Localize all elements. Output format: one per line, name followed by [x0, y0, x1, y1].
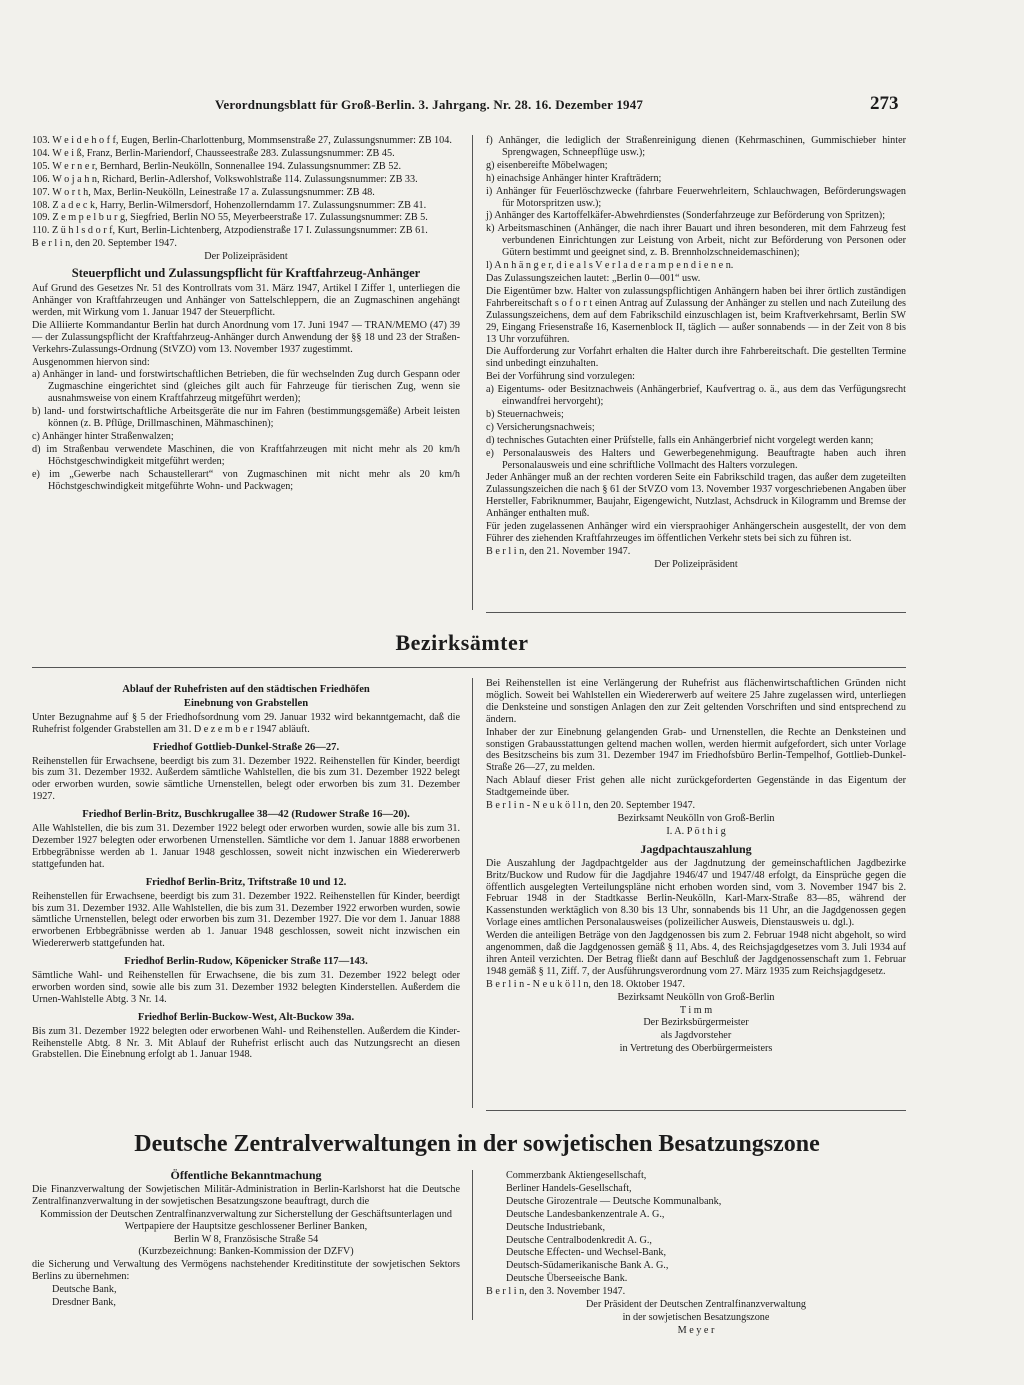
bank-name: Deutsche Landesbankenzentrale A. G.,	[506, 1208, 665, 1220]
list-item: l) A n h ä n g e r, d i e a l s V e r l a d e r a m p e n d i e n e n.	[486, 260, 734, 272]
running-header: Verordnungsblatt für Groß-Berlin. 3. Jahrgang. Nr. 28. 16. Dezember 1947	[215, 97, 644, 112]
paragraph: Für jeden zugelassenen Anhänger wird ein vierspraohiger Anhängerschein ausgestellt, der von dem Führer des ziehenden Kraftfahrzeuges im öffentlichen Verkehr stets bei sich zu führen ist.	[486, 521, 906, 544]
column-mid-left	[32, 678, 460, 1062]
paragraph: Inhaber der zur Einebnung gelangenden Grab- und Urnenstellen, die Rechte an Denksteinen und sonstigen Grabausstattungen geltend machen wollen, werden hiermit aufgefordert, sich unter Vorlage des Besitzscheins bis zum 31. Dezember 1947 im Friedhofsbüro Berlin-Tempelhof, Gottlieb-Dunkel-Straße 26—27, zu melden.	[486, 726, 906, 774]
paragraph: Auf Grund des Gesetzes Nr. 51 des Kontrollrats vom 31. März 1947, Artikel I Ziffer 1, unterliegen die Anhänger von Kraftfahrzeugen und Anhänger von Sattelschleppern, die an Zugmaschinen angehängt werden, mit Wirkung vom 1. Januar 1947 der Steuerpflicht.	[32, 283, 460, 318]
registry-entry: 110. Z ü h l s d o r f, Kurt, Berlin-Lichtenberg, Atzpodienstraße 17 I. Zulassungsnummer: ZB 61.	[32, 225, 428, 237]
list-item: d) technisches Gutachten einer Prüfstelle, falls ein Anhängerbrief nicht vorgelegt werden kann;	[486, 434, 874, 446]
list-item: i) Anhänger für Feuerlöschzwecke (fahrbare Feuerwehrleitern, Schlauchwagen, Beförderungswagen für Motorspritzen usw.);	[486, 185, 906, 209]
list-item: k) Arbeitsmaschinen (Anhänger, die nach ihrer Bauart und ihren besonderen, mit dem Fahrzeug fest verbundenen Einrichtungen zur Leistung von Arbeit, nicht zur Beförderung von Personen oder Gütern bestimmt und geeignet sind, z. B. Brennholzschneidemaschinen);	[486, 223, 906, 259]
bank-name: Deutsche Effecten- und Wechsel-Bank,	[506, 1247, 667, 1259]
paragraph: Nach Ablauf dieser Frist gehen alle nicht zurückgeforderten Gegenstände in das Eigentum der Stadtgemeinde über.	[486, 775, 906, 799]
list-item: h) einachsige Anhänger hinter Krafträdern;	[486, 172, 662, 184]
paragraph: Bis zum 31. Dezember 1922 belegten oder erworbenen Wahl- und Reihenstellen. Außerdem die Kinder-Reihenstelle Abtg. 8 Nr. 3. Mit Ablauf der Ruhefrist erlischt auch das Nutzungsrecht an diesen Grabstellen. Die Einebnung erfolgt ab 1. Januar 1948.	[32, 1025, 460, 1061]
list-item: g) eisenbereifte Möbelwagen;	[486, 159, 608, 171]
signature: Bezirksamt Neukölln von Groß-Berlin	[617, 812, 775, 824]
list-item: a) Anhänger in land- und forstwirtschaftlichen Betrieben, die für wechselnden Zug durch Gespann oder Zugmaschine eingerichtet sind (gleiches gilt auch für Fahrzeuge für tierischen Zug, wenn sie ausnahmsweise von einem Kraftfahrzeug mitgeführt werden);	[32, 369, 460, 405]
signature: als Jagdvorsteher	[660, 1030, 732, 1042]
paragraph: Alle Wahlstellen, die bis zum 31. Dezember 1922 belegt oder erworben wurden, sowie alle bis zum 31. Dezember 1927 belegten oder erworbenen Urnenstellen. Sämtliche vor dem 1. Januar 1888 erworbenen Erbbegräbnisse werden ab 1. Januar 1948 geschlossen, soweit nicht inzwischen ein Wiedererwerb stattgefunden hat.	[32, 823, 460, 870]
column-top-left	[32, 135, 460, 493]
signature: in der sowjetischen Besatzungszone	[622, 1311, 770, 1323]
text-line: Berlin W 8, Französische Straße 54	[173, 1233, 319, 1245]
list-item: e) im „Gewerbe nach Schaustellerart“ von Zugmaschinen mit nicht mehr als 20 km/h Höchstgeschwindigkeit mitgeführte Wohn- und Packwagen;	[32, 468, 460, 492]
section-rule	[32, 667, 906, 668]
column-divider	[472, 678, 473, 1108]
bank-name: Berliner Handels-Gesellschaft,	[506, 1182, 632, 1194]
bank-name: Commerzbank Aktiengesellschaft,	[506, 1170, 647, 1181]
column-divider	[472, 1170, 473, 1320]
dateline: B e r l i n - N e u k ö l l n, den 18. Oktober 1947.	[486, 978, 685, 990]
registry-entry: 109. Z e m p e l b u r g, Siegfried, Berlin NO 55, Meyerbeerstraße 17. Zulassungsnummer: ZB 5.	[32, 212, 428, 224]
dateline: B e r l i n, den 20. September 1947.	[32, 238, 177, 250]
signature: T i m m	[679, 1004, 713, 1016]
article-heading: Ablauf der Ruhefristen auf den städtischen Friedhöfen	[122, 684, 370, 695]
paragraph: Bei Reihenstellen ist eine Verlängerung der Ruhefrist aus flächenwirtschaftlichen Gründen nicht möglich. Soweit bei Wahlstellen ein Wiedererwerb auf weitere 25 Jahre zugelassen wird, unterliegen die Denksteine und sonstigen Anlagen den zur Zeit geltenden Vorschriften und sind entsprechend zu ändern.	[486, 678, 906, 725]
article-heading: Öffentliche Bekanntmachung	[170, 1168, 322, 1182]
paragraph: Ausgenommen hiervon sind:	[32, 356, 150, 368]
list-item: f) Anhänger, die lediglich der Straßenreinigung dienen (Kehrmaschinen, Gummischieber hinter Sprengwagen, Schneepflüge usw.);	[486, 135, 906, 158]
registry-entry: 103. W e i d e h o f f, Eugen, Berlin-Charlottenburg, Mommsenstraße 27, Zulassungsnummer: ZB 104.	[32, 135, 452, 146]
column-top-right	[486, 135, 906, 572]
paragraph: Reihenstellen für Erwachsene, beerdigt bis zum 31. Dezember 1922. Reihenstellen für Kinder, beerdigt bis zum 31. Dezember 1932. Außerdem sämtliche Wahlstellen, die bis zum 31. Dezember 1922 belegt oder erworben wurden, sowie sämtliche Urnenstellen, belegt oder erworben bis zum 31. Dezember 1927.	[32, 755, 460, 803]
article-subheading: Einebnung von Grabstellen	[183, 697, 309, 709]
signature: in Vertretung des Oberbürgermeisters	[619, 1043, 773, 1055]
text-line: Kommission der Deutschen Zentralfinanzverwaltung zur Sicherstellung der Geschäftsunterlagen und Wertpapiere der Hauptsitze geschlossener Berliner Banken,	[40, 1208, 452, 1232]
signature: Der Bezirksbürgermeister	[643, 1017, 749, 1029]
bank-name: Deutsche Industriebank,	[506, 1221, 606, 1233]
paragraph: Unter Bezugnahme auf § 5 der Friedhofsordnung vom 29. Januar 1932 wird bekanntgemacht, daß die Ruhefrist folgender Grabstellen am 31. D e z e m b e r 1947 abläuft.	[32, 711, 460, 735]
list-item: j) Anhänger des Kartoffelkäfer-Abwehrdienstes (Sonderfahrzeuge zur Beförderung von Spritzen);	[486, 210, 886, 222]
paragraph: Die Alliierte Kommandantur Berlin hat durch Anordnung vom 17. Juni 1947 — TRAN/MEMO (47) 39 — der Zulassungspflicht der Kraftfahrzeug-Anhänger durch Anwendung der §§ 18 und 23 der Straßen-Verkehrs-Zulassungs-Ordnung (StVZO) vom 13. November 1937 zugestimmt.	[32, 319, 460, 355]
list-item: b) Steuernachweis;	[486, 408, 564, 420]
bank-name: Deutsche Überseeische Bank.	[506, 1273, 628, 1285]
column-mid-right	[486, 678, 906, 1056]
list-item: d) im Straßenbau verwendete Maschinen, die von Kraftfahrzeugen mit nicht mehr als 20 km/h Höchstgeschwindigkeit mitgeführt werden;	[32, 443, 460, 467]
paragraph: Die Eigentümer bzw. Halter von zulassungspflichtigen Anhängern haben bei ihrer örtlich zuständigen Fahrbereitschaft s o f o r t einen Antrag auf Zulassung der Anhänger zu stellen und nach Zuteilung des Zulassungszeichens, dem auf dem Fabrikschild einzuschlagen ist, beim Kraftverkehrsamt, Berlin SW 29, Eingang Friesenstraße 16, Kasernenblock II, täglich — außer sonnabends — in der Zeit von 8 bis 13 Uhr vorzuführen.	[486, 285, 906, 345]
signature: M e y e r	[677, 1324, 715, 1336]
cemetery-name: Friedhof Gottlieb-Dunkel-Straße 26—27.	[152, 741, 340, 753]
paragraph: die Sicherung und Verwaltung des Vermögens nachstehender Kreditinstitute der sowjetischen Sektors Berlins zu übernehmen:	[32, 1259, 460, 1283]
signature: Der Präsident der Deutschen Zentralfinanzverwaltung	[585, 1299, 807, 1311]
cemetery-name: Friedhof Berlin-Britz, Triftstraße 10 und 12.	[145, 876, 347, 888]
paragraph: Jeder Anhänger muß an der rechten vorderen Seite ein Fabrikschild tragen, das außer dem zugeteilten Zulassungszeichen die nach § 61 der StVZO vom 13. November 1937 vorgeschriebenen Angaben über Hersteller, Fabriknummer, Baujahr, Eigengewicht, Nutzlast, Achsdruck in Kilogramm und Bremse der Anhänger enthalten muß.	[486, 472, 906, 520]
dateline: B e r l i n, den 3. November 1947.	[486, 1286, 626, 1298]
dateline: B e r l i n - N e u k ö l l n, den 20. September 1947.	[486, 800, 696, 812]
registry-entry: 106. W o j a h n, Richard, Berlin-Adlershof, Volkswohlstraße 114. Zulassungsnummer: ZB 33.	[32, 173, 418, 185]
bank-name: Deutsch-Südamerikanische Bank A. G.,	[506, 1260, 669, 1272]
paragraph: Reihenstellen für Erwachsene, beerdigt bis zum 31. Dezember 1922. Reihenstellen für Kinder, beerdigt bis zum 31. Dezember 1932. Alle Wahlstellen, die bis zum 31. Dezember 1922 erworben wurden, sowie sämtliche Urnenstellen, belegt oder erworben bis zum 31. Dezember 1927. Die vor dem 1. Januar 1888 erworbenen Erbbegräbnisse werden ab 1. Januar 1948 geschlossen, soweit nicht inzwischen ein Wiedererwerb stattgefunden hat.	[32, 890, 460, 950]
page-number: 273	[870, 93, 899, 114]
column-bottom-left	[32, 1170, 460, 1310]
list-item: c) Anhänger hinter Straßenwalzen;	[32, 430, 174, 442]
cemetery-name: Friedhof Berlin-Rudow, Köpenicker Straße 117—143.	[124, 956, 368, 968]
paragraph: Die Auszahlung der Jagdpachtgelder aus der Jagdnutzung der gemeinschaftlichen Jagdbezirke Britz/Buckow und Rudow für die Jagdjahre 1946/47 und 1947/48 erfolgt, da Einsprüche gegen die öffentlich ausgelegten Verteilungspläne nicht erhoben worden sind, vom 3. November 1947 bis 2. Februar 1948 in der Stadtkasse Berlin-Neukölln, Karl-Marx-Straße 83—85, während der Kassenstunden werktäglich von 8.30 bis 13 Uhr, sonnabends bis 11 Uhr, an die Jagdgenossen gegen Vorlage eines amtlichen Personalausweises (polizeilicher Ausweis, Dienstausweis u. dgl.).	[486, 857, 906, 929]
registry-entry: 105. W e r n e r, Bernhard, Berlin-Neukölln, Sonnenallee 194. Zulassungsnummer: ZB 52.	[32, 160, 402, 172]
dateline: B e r l i n, den 21. November 1947.	[486, 545, 631, 557]
paragraph: Bei der Vorführung sind vorzulegen:	[486, 371, 636, 383]
article-heading: Jagdpachtauszahlung	[640, 841, 752, 856]
section-heading: Steuerpflicht und Zulassungspflicht für Kraftfahrzeug-Anhänger	[71, 266, 421, 281]
bank-name: Deutsche Girozentrale — Deutsche Kommunalbank,	[506, 1195, 722, 1207]
paragraph: Sämtliche Wahl- und Reihenstellen für Erwachsene, die bis zum 31. Dezember 1922 belegt oder erworben worden sind, sowie alle bis zum 31. Dezember 1932 belegten Kinderstellen. Außerdem die Urnen-Wahlstelle Abtg. 3 Nr. 14.	[32, 970, 460, 1005]
signature: I. A. P ö t h i g	[666, 825, 726, 837]
text-line: (Kurzbezeichnung: Banken-Kommission der DZFV)	[138, 1246, 354, 1258]
bank-name: Deutsche Bank,	[52, 1284, 117, 1296]
paragraph: Das Zulassungszeichen lautet: „Berlin 0—001“ usw.	[486, 272, 701, 284]
paragraph: Werden die anteiligen Beträge von den Jagdgenossen bis zum 2. Februar 1948 nicht abgeholt, so wird angenommen, daß die Jagdgenossen gemäß § 11, Abs. 4, des Reichsjagdgesetzes vom 3. Juli 1934 auf ihren Anteil verzichten. Der Betrag fließt dann auf Beschluß der Jagdgenossenschaft zum 1. Februar 1948 gemäß § 11, Ziff. 7, der Ausführungsverordnung vom 27. März 1935 zum Reichsjagdgesetz.	[486, 930, 906, 977]
registry-entry: 108. Z a d e c k, Harry, Berlin-Wilmersdorf, Hohenzollerndamm 17. Zulassungsnummer: ZB 41.	[32, 199, 427, 211]
paragraph: Die Aufforderung zur Vorfahrt erhalten die Halter durch ihre Fahrbereitschaft. Die gestellten Termine sind unbedingt einzuhalten.	[486, 346, 906, 370]
cemetery-name: Friedhof Berlin-Buckow-West, Alt-Buckow 39a.	[137, 1011, 355, 1023]
list-item: e) Personalausweis des Halters und Gewerbegenehmigung. Beauftragte haben auch ihren Personalausweis und eine schriftliche Vollmacht des Halters vorzulegen.	[486, 447, 906, 471]
signature: Der Polizeipräsident	[654, 558, 738, 570]
registry-entry: 107. W o r t h, Max, Berlin-Neukölln, Leinestraße 17 a. Zulassungsnummer: ZB 48.	[32, 186, 375, 198]
list-item: a) Eigentums- oder Besitznachweis (Anhängerbrief, Kaufvertrag o. ä., aus dem das Verfügungsrecht einwandfrei hervorgeht);	[486, 384, 906, 408]
signature: Der Polizeipräsident	[204, 251, 288, 263]
signature: Bezirksamt Neukölln von Groß-Berlin	[617, 991, 775, 1003]
bank-name: Dresdner Bank,	[52, 1297, 116, 1309]
column-bottom-right	[486, 1170, 906, 1338]
paragraph: Die Finanzverwaltung der Sowjetischen Militär-Administration in Berlin-Karlshorst hat die Deutsche Zentralfinanzverwaltung in der sowjetischen Besatzungszone beauftragt, durch die	[32, 1183, 460, 1207]
cemetery-name: Friedhof Berlin-Britz, Buschkrugallee 38—42 (Rudower Straße 16—20).	[82, 809, 410, 821]
list-item: b) land- und forstwirtschaftliche Arbeitsgeräte die nur im Fahren (bestimmungsgemäße) Arbeit leisten können (z. B. Pflüge, Drillmaschinen, Mähmaschinen);	[32, 406, 460, 430]
section-title-bezirksaemter: Bezirksämter	[395, 630, 529, 655]
section-rule	[486, 1110, 906, 1111]
registry-entry: 104. W e i ß, Franz, Berlin-Mariendorf, Chausseestraße 283. Zulassungsnummer: ZB 45.	[32, 147, 395, 159]
list-item: c) Versicherungsnachweis;	[486, 421, 595, 433]
column-divider	[472, 135, 473, 610]
section-rule	[486, 612, 906, 613]
bank-name: Deutsche Centralbodenkredit A. G.,	[506, 1234, 652, 1246]
section-title-zentralverwaltungen: Deutsche Zentralverwaltungen in der sowjetischen Besatzungszone	[134, 1131, 820, 1157]
